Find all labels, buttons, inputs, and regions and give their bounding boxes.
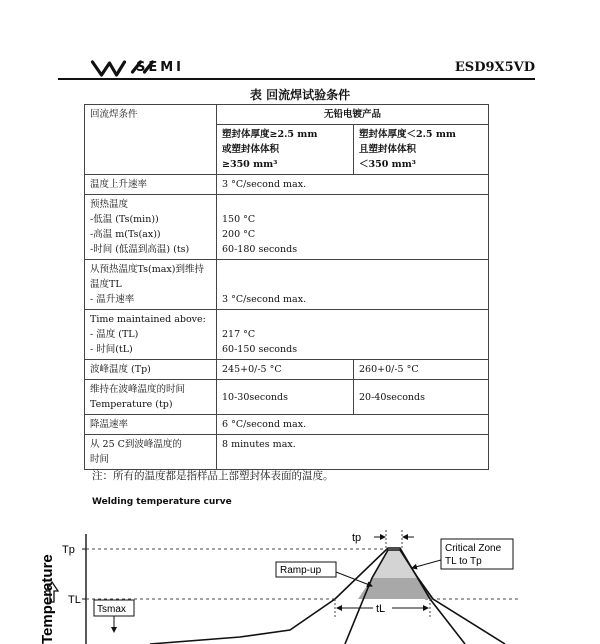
temperature-note: 注：所有的温度都是指样品上部塑封体表面的温度。 [92, 470, 334, 482]
table-row [85, 360, 489, 380]
subheader-thick: 塑封体厚度≥2.5 mm 或塑封体体积 ≥350 mm³ [217, 125, 354, 175]
row-value-thin: 260+0/-5 °C [354, 360, 489, 380]
row-label: 维持在波峰温度的时间 Temperature (tp) [85, 380, 217, 415]
table-row [85, 380, 489, 415]
row-label: Time maintained above: - 温度 (TL) - 时间(tL) [85, 310, 217, 360]
critical-zone-dark [358, 578, 433, 599]
y-axis-label: Temperature [39, 554, 56, 644]
row-value: 3 °C/second max. [217, 260, 489, 310]
row-value: 8 minutes max. [217, 435, 489, 470]
table-row [85, 415, 489, 435]
col1-header: 回流焊条件 [85, 105, 217, 175]
brand-name: SEMI [136, 60, 185, 75]
tp-tick-label: Tp [62, 544, 75, 556]
page-header [58, 57, 535, 79]
critical-zone-range: TL to Tp [445, 556, 482, 567]
row-value: 6 °C/second max. [217, 415, 489, 435]
critical-zone-light [372, 550, 418, 578]
ramp-up-label: Ramp-up [280, 565, 322, 576]
row-value-thick: 245+0/-5 °C [217, 360, 354, 380]
row-value: 150 °C 200 °C 60-180 seconds [217, 195, 489, 260]
row-label: 温度上升速率 [85, 175, 217, 195]
row-label: 降温速率 [85, 415, 217, 435]
row-value: 217 °C 60-150 seconds [217, 310, 489, 360]
row-label: 从 25 C到波峰温度的 时间 [85, 435, 217, 470]
tp-dimension-label: tp [352, 532, 362, 544]
row-label: 预热温度 -低温 (Ts(min)) -高温 m(Ts(ax)) -时间 (低温到高温) (ts) [85, 195, 217, 260]
critical-zone-label: Critical Zone [445, 543, 502, 554]
table-title: 表 回流焊试验条件 [249, 88, 351, 102]
tsmax-label: Tsmax [97, 604, 126, 615]
row-label: 从预热温度Ts(max)到维持温度TL - 温升速率 [85, 260, 217, 310]
reflow-profile-diagram [0, 520, 600, 644]
table-row [85, 260, 489, 310]
subheader-thin: 塑封体厚度＜2.5 mm 且塑封体体积 ＜350 mm³ [354, 125, 489, 175]
reflow-conditions-table [84, 104, 489, 470]
row-value: 3 °C/second max. [217, 175, 489, 195]
table-row [85, 310, 489, 360]
group-header: 无铅电镀产品 [217, 105, 489, 125]
tl-dimension-label: tL [376, 603, 386, 615]
row-value-thick: 10-30seconds [217, 380, 354, 415]
table-row [85, 175, 489, 195]
tl-tick-label: TL [68, 594, 81, 606]
row-label: 波峰温度 (Tp) [85, 360, 217, 380]
curve-title: Welding temperature curve [92, 497, 232, 507]
part-number: ESD9X5VD [454, 60, 535, 75]
row-value-thin: 20-40seconds [354, 380, 489, 415]
header-rule [58, 78, 535, 80]
table-row [85, 435, 489, 470]
table-row [85, 195, 489, 260]
